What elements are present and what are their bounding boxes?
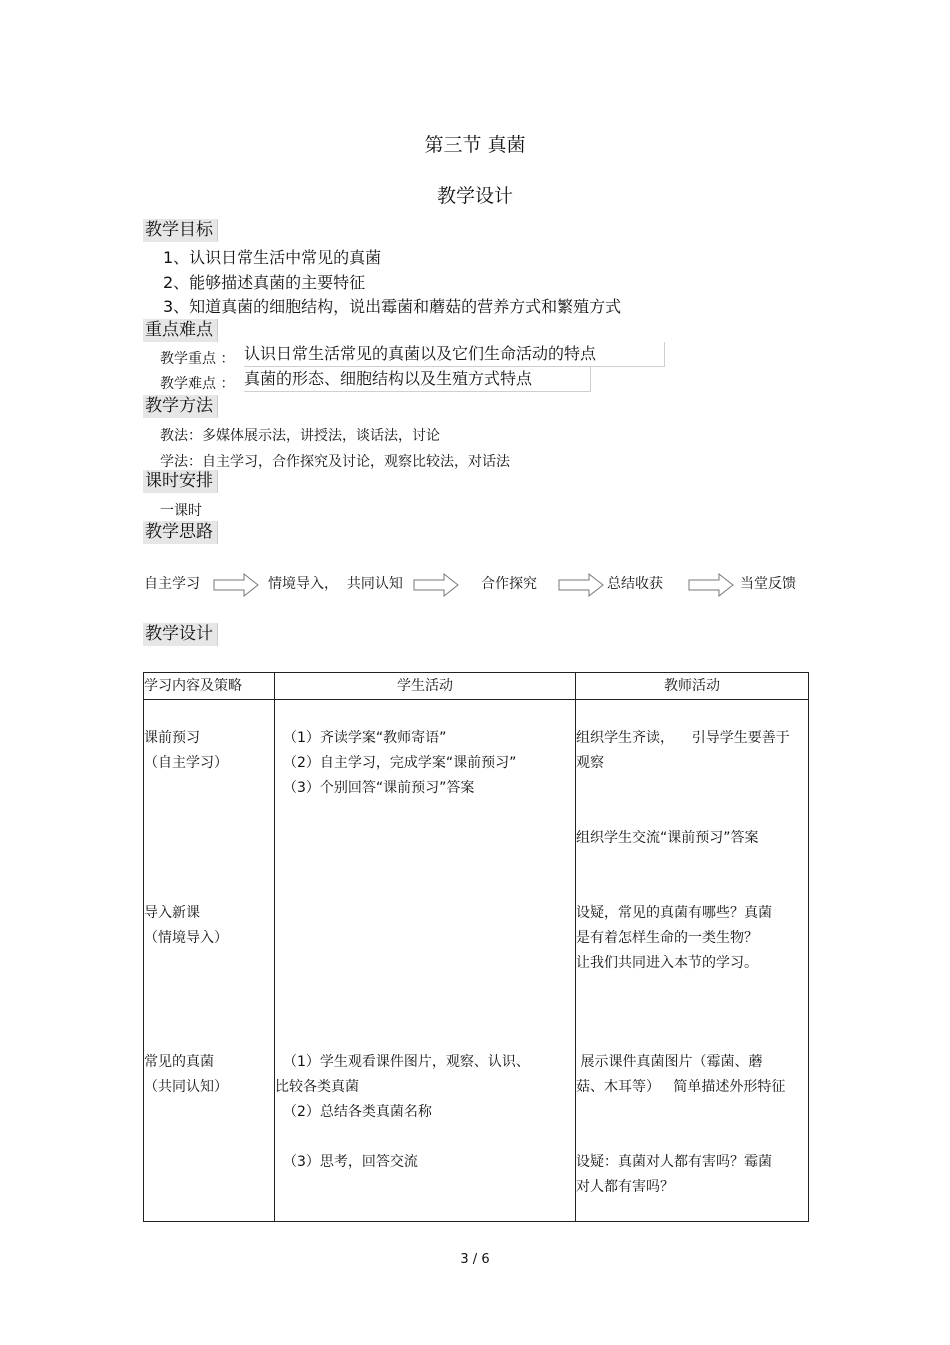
cell-line: 让我们共同进入本节的学习。 <box>576 955 758 971</box>
page-number: 3 / 6 <box>460 1252 490 1267</box>
cell-line: 设疑：真菌对人都有害吗？霉菌 <box>576 1154 772 1170</box>
cell-line: （2）自主学习，完成学案“课前预习” <box>283 755 517 771</box>
cell-line: 组织学生齐读， 引导学生要善于 <box>576 730 790 746</box>
teaching-methods: 教法：多媒体展示法，讲授法，谈话法，讨论 <box>160 428 440 444</box>
design-heading: 教学设计 <box>143 623 218 646</box>
design-table <box>143 672 809 1222</box>
focus-text: 认识日常生活常见的真菌以及它们生命活动的特点 <box>244 342 665 367</box>
cell-line: 观察 <box>576 755 604 771</box>
cell-line: （1）学生观看课件图片，观察、认识、 <box>283 1054 530 1070</box>
ideas-heading: 教学思路 <box>143 521 218 544</box>
arrow-right-icon <box>558 572 604 598</box>
difficulty-text: 真菌的形态、细胞结构以及生殖方式特点 <box>244 367 591 392</box>
content-strategy-cell <box>144 700 275 1222</box>
cell-line: （情境导入） <box>144 930 228 946</box>
arrow-right-icon <box>688 572 734 598</box>
table-header-row <box>144 673 809 700</box>
column-header: 学习内容及策略 <box>144 673 275 700</box>
cell-line: （1）齐读学案“教师寄语” <box>283 730 447 746</box>
objective-item: 3、知道真菌的细胞结构，说出霉菌和蘑菇的营养方式和繁殖方式 <box>163 297 622 316</box>
table-row <box>144 700 809 1222</box>
cell-line: （3）思考，回答交流 <box>283 1154 418 1170</box>
page-subtitle: 教学设计 <box>436 185 513 207</box>
student-activity-cell <box>275 700 576 1222</box>
flow-step: 合作探究 <box>481 576 537 592</box>
schedule-text: 一课时 <box>160 503 202 519</box>
difficulty-label: 教学难点 ： <box>160 376 235 392</box>
key-points-heading: 重点难点 <box>143 319 218 342</box>
column-header: 教师活动 <box>576 673 809 700</box>
learning-methods: 学法：自主学习，合作探究及讨论，观察比较法，对话法 <box>160 454 510 470</box>
cell-line: 是有着怎样生命的一类生物？ <box>576 930 758 946</box>
objectives-heading: 教学目标 <box>143 219 218 242</box>
column-header: 学生活动 <box>275 673 576 700</box>
cell-line: （2）总结各类真菌名称 <box>283 1104 432 1120</box>
flow-step: 情境导入， 共同认知 <box>268 576 403 592</box>
cell-line: 设疑，常见的真菌有哪些？真菌 <box>576 905 772 921</box>
arrow-right-icon <box>413 572 459 598</box>
flow-step: 当堂反馈 <box>740 576 796 592</box>
page-title: 第三节 真菌 <box>424 134 526 156</box>
objective-item: 2、能够描述真菌的主要特征 <box>163 273 366 292</box>
cell-line: 常见的真菌 <box>144 1054 214 1070</box>
cell-line: 比较各类真菌 <box>275 1079 359 1095</box>
cell-line: （3）个别回答“课前预习”答案 <box>283 780 475 796</box>
cell-line: 展示课件真菌图片（霉菌、蘑 <box>576 1054 763 1070</box>
cell-line: 课前预习 <box>144 730 200 746</box>
cell-line: 导入新课 <box>144 905 200 921</box>
methods-heading: 教学方法 <box>143 395 218 418</box>
teacher-activity-cell <box>576 700 809 1222</box>
flow-step: 自主学习 <box>144 576 200 592</box>
cell-line: 菇、木耳等） 简单描述外形特征 <box>576 1079 786 1095</box>
flow-step: 总结收获 <box>607 576 663 592</box>
cell-line: 组织学生交流“课前预习”答案 <box>576 830 759 846</box>
cell-line: （自主学习） <box>144 755 228 771</box>
cell-line: 对人都有害吗？ <box>576 1179 674 1195</box>
schedule-heading: 课时安排 <box>143 470 218 493</box>
objective-item: 1、认识日常生活中常见的真菌 <box>163 248 382 267</box>
arrow-right-icon <box>213 572 259 598</box>
focus-label: 教学重点 ： <box>160 351 235 367</box>
cell-line: （共同认知） <box>144 1079 228 1095</box>
